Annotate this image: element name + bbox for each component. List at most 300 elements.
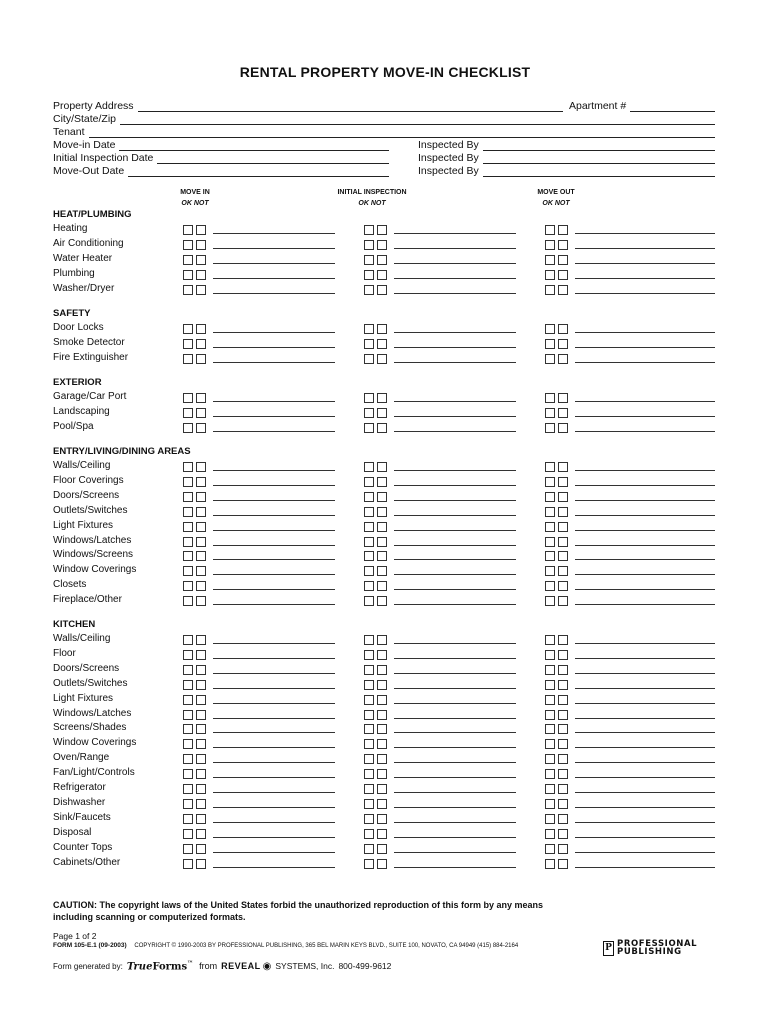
move-out-not-checkbox[interactable] bbox=[558, 739, 568, 749]
move-in-comment-line[interactable] bbox=[213, 278, 335, 279]
initial-inspection-not-checkbox[interactable] bbox=[377, 423, 387, 433]
move-in-comment-line[interactable] bbox=[213, 431, 335, 432]
initial-inspection-ok-checkbox[interactable] bbox=[364, 240, 374, 250]
move-in-not-checkbox[interactable] bbox=[196, 724, 206, 734]
move-in-not-checkbox[interactable] bbox=[196, 522, 206, 532]
initial-inspection-comment-line[interactable] bbox=[394, 604, 516, 605]
move-in-comment-line[interactable] bbox=[213, 401, 335, 402]
move-out-ok-checkbox[interactable] bbox=[545, 566, 555, 576]
move-in-not-checkbox[interactable] bbox=[196, 339, 206, 349]
move-in-ok-checkbox[interactable] bbox=[183, 462, 193, 472]
initial-inspection-ok-checkbox[interactable] bbox=[364, 477, 374, 487]
move-in-ok-checkbox[interactable] bbox=[183, 393, 193, 403]
move-in-not-checkbox[interactable] bbox=[196, 537, 206, 547]
move-in-comment-line[interactable] bbox=[213, 604, 335, 605]
initial-inspection-ok-checkbox[interactable] bbox=[364, 285, 374, 295]
move-out-not-checkbox[interactable] bbox=[558, 285, 568, 295]
move-out-comment-line[interactable] bbox=[575, 332, 715, 333]
initial-inspection-not-checkbox[interactable] bbox=[377, 285, 387, 295]
initial-inspection-ok-checkbox[interactable] bbox=[364, 680, 374, 690]
move-out-not-checkbox[interactable] bbox=[558, 507, 568, 517]
move-out-not-checkbox[interactable] bbox=[558, 784, 568, 794]
inspected-by-3-line[interactable] bbox=[483, 167, 715, 177]
move-in-not-checkbox[interactable] bbox=[196, 754, 206, 764]
initial-inspection-not-checkbox[interactable] bbox=[377, 408, 387, 418]
move-out-comment-line[interactable] bbox=[575, 416, 715, 417]
move-out-ok-checkbox[interactable] bbox=[545, 507, 555, 517]
initial-inspection-not-checkbox[interactable] bbox=[377, 492, 387, 502]
initial-inspection-ok-checkbox[interactable] bbox=[364, 844, 374, 854]
move-out-not-checkbox[interactable] bbox=[558, 225, 568, 235]
initial-inspection-ok-checkbox[interactable] bbox=[364, 551, 374, 561]
initial-inspection-not-checkbox[interactable] bbox=[377, 339, 387, 349]
move-out-not-checkbox[interactable] bbox=[558, 522, 568, 532]
initial-inspection-not-checkbox[interactable] bbox=[377, 522, 387, 532]
move-out-not-checkbox[interactable] bbox=[558, 492, 568, 502]
move-out-not-checkbox[interactable] bbox=[558, 665, 568, 675]
move-out-comment-line[interactable] bbox=[575, 515, 715, 516]
move-in-comment-line[interactable] bbox=[213, 470, 335, 471]
initial-inspection-ok-checkbox[interactable] bbox=[364, 754, 374, 764]
move-out-ok-checkbox[interactable] bbox=[545, 225, 555, 235]
move-out-comment-line[interactable] bbox=[575, 777, 715, 778]
initial-inspection-not-checkbox[interactable] bbox=[377, 566, 387, 576]
move-out-ok-checkbox[interactable] bbox=[545, 635, 555, 645]
tenant-line[interactable] bbox=[89, 128, 715, 138]
move-out-not-checkbox[interactable] bbox=[558, 844, 568, 854]
initial-inspection-not-checkbox[interactable] bbox=[377, 270, 387, 280]
initial-inspection-not-checkbox[interactable] bbox=[377, 462, 387, 472]
move-in-comment-line[interactable] bbox=[213, 515, 335, 516]
initial-inspection-comment-line[interactable] bbox=[394, 688, 516, 689]
inspected-by-1-line[interactable] bbox=[483, 141, 715, 151]
move-out-not-checkbox[interactable] bbox=[558, 799, 568, 809]
initial-inspection-not-checkbox[interactable] bbox=[377, 739, 387, 749]
initial-inspection-not-checkbox[interactable] bbox=[377, 537, 387, 547]
move-out-comment-line[interactable] bbox=[575, 688, 715, 689]
initial-inspection-ok-checkbox[interactable] bbox=[364, 695, 374, 705]
initial-inspection-date-field[interactable] bbox=[53, 152, 389, 164]
initial-inspection-not-checkbox[interactable] bbox=[377, 255, 387, 265]
initial-inspection-comment-line[interactable] bbox=[394, 852, 516, 853]
move-in-ok-checkbox[interactable] bbox=[183, 799, 193, 809]
move-out-comment-line[interactable] bbox=[575, 604, 715, 605]
move-out-ok-checkbox[interactable] bbox=[545, 393, 555, 403]
initial-inspection-not-checkbox[interactable] bbox=[377, 829, 387, 839]
inspected-by-1-field[interactable] bbox=[418, 139, 715, 151]
move-in-comment-line[interactable] bbox=[213, 559, 335, 560]
initial-inspection-not-checkbox[interactable] bbox=[377, 724, 387, 734]
move-out-not-checkbox[interactable] bbox=[558, 710, 568, 720]
move-in-ok-checkbox[interactable] bbox=[183, 754, 193, 764]
move-out-not-checkbox[interactable] bbox=[558, 240, 568, 250]
initial-inspection-ok-checkbox[interactable] bbox=[364, 423, 374, 433]
initial-inspection-comment-line[interactable] bbox=[394, 515, 516, 516]
move-out-ok-checkbox[interactable] bbox=[545, 522, 555, 532]
move-in-comment-line[interactable] bbox=[213, 233, 335, 234]
initial-inspection-ok-checkbox[interactable] bbox=[364, 829, 374, 839]
inspected-by-2-line[interactable] bbox=[483, 154, 715, 164]
move-in-ok-checkbox[interactable] bbox=[183, 680, 193, 690]
initial-inspection-comment-line[interactable] bbox=[394, 485, 516, 486]
initial-inspection-ok-checkbox[interactable] bbox=[364, 650, 374, 660]
move-out-ok-checkbox[interactable] bbox=[545, 739, 555, 749]
move-in-not-checkbox[interactable] bbox=[196, 462, 206, 472]
move-in-comment-line[interactable] bbox=[213, 589, 335, 590]
initial-inspection-not-checkbox[interactable] bbox=[377, 393, 387, 403]
move-in-not-checkbox[interactable] bbox=[196, 799, 206, 809]
initial-inspection-comment-line[interactable] bbox=[394, 233, 516, 234]
initial-inspection-comment-line[interactable] bbox=[394, 278, 516, 279]
move-out-comment-line[interactable] bbox=[575, 278, 715, 279]
move-in-ok-checkbox[interactable] bbox=[183, 423, 193, 433]
move-out-ok-checkbox[interactable] bbox=[545, 859, 555, 869]
move-out-ok-checkbox[interactable] bbox=[545, 408, 555, 418]
initial-inspection-not-checkbox[interactable] bbox=[377, 551, 387, 561]
move-in-comment-line[interactable] bbox=[213, 347, 335, 348]
initial-inspection-comment-line[interactable] bbox=[394, 530, 516, 531]
move-out-not-checkbox[interactable] bbox=[558, 724, 568, 734]
move-out-not-checkbox[interactable] bbox=[558, 423, 568, 433]
initial-inspection-comment-line[interactable] bbox=[394, 293, 516, 294]
move-in-comment-line[interactable] bbox=[213, 530, 335, 531]
move-out-comment-line[interactable] bbox=[575, 500, 715, 501]
initial-inspection-comment-line[interactable] bbox=[394, 703, 516, 704]
initial-inspection-not-checkbox[interactable] bbox=[377, 324, 387, 334]
initial-inspection-ok-checkbox[interactable] bbox=[364, 507, 374, 517]
move-in-not-checkbox[interactable] bbox=[196, 393, 206, 403]
move-in-not-checkbox[interactable] bbox=[196, 710, 206, 720]
initial-inspection-ok-checkbox[interactable] bbox=[364, 324, 374, 334]
apartment-field[interactable] bbox=[569, 100, 715, 112]
initial-inspection-not-checkbox[interactable] bbox=[377, 814, 387, 824]
move-in-not-checkbox[interactable] bbox=[196, 270, 206, 280]
move-in-ok-checkbox[interactable] bbox=[183, 408, 193, 418]
initial-inspection-comment-line[interactable] bbox=[394, 718, 516, 719]
initial-inspection-comment-line[interactable] bbox=[394, 362, 516, 363]
move-out-ok-checkbox[interactable] bbox=[545, 844, 555, 854]
move-out-not-checkbox[interactable] bbox=[558, 769, 568, 779]
move-out-not-checkbox[interactable] bbox=[558, 551, 568, 561]
move-out-ok-checkbox[interactable] bbox=[545, 799, 555, 809]
move-out-comment-line[interactable] bbox=[575, 248, 715, 249]
move-in-comment-line[interactable] bbox=[213, 762, 335, 763]
move-in-date-line[interactable] bbox=[119, 141, 389, 151]
move-in-ok-checkbox[interactable] bbox=[183, 492, 193, 502]
initial-inspection-ok-checkbox[interactable] bbox=[364, 522, 374, 532]
move-in-comment-line[interactable] bbox=[213, 263, 335, 264]
move-out-not-checkbox[interactable] bbox=[558, 537, 568, 547]
move-in-not-checkbox[interactable] bbox=[196, 859, 206, 869]
move-in-not-checkbox[interactable] bbox=[196, 695, 206, 705]
move-in-comment-line[interactable] bbox=[213, 732, 335, 733]
move-out-ok-checkbox[interactable] bbox=[545, 255, 555, 265]
move-out-date-field[interactable] bbox=[53, 165, 389, 177]
initial-inspection-comment-line[interactable] bbox=[394, 658, 516, 659]
move-out-comment-line[interactable] bbox=[575, 362, 715, 363]
move-out-comment-line[interactable] bbox=[575, 485, 715, 486]
move-in-ok-checkbox[interactable] bbox=[183, 844, 193, 854]
initial-inspection-not-checkbox[interactable] bbox=[377, 507, 387, 517]
move-in-comment-line[interactable] bbox=[213, 688, 335, 689]
initial-inspection-ok-checkbox[interactable] bbox=[364, 814, 374, 824]
move-in-comment-line[interactable] bbox=[213, 852, 335, 853]
move-out-comment-line[interactable] bbox=[575, 762, 715, 763]
move-out-ok-checkbox[interactable] bbox=[545, 492, 555, 502]
initial-inspection-ok-checkbox[interactable] bbox=[364, 724, 374, 734]
move-in-comment-line[interactable] bbox=[213, 747, 335, 748]
inspected-by-2-field[interactable] bbox=[418, 152, 715, 164]
move-in-ok-checkbox[interactable] bbox=[183, 240, 193, 250]
move-in-not-checkbox[interactable] bbox=[196, 784, 206, 794]
move-out-ok-checkbox[interactable] bbox=[545, 665, 555, 675]
move-in-comment-line[interactable] bbox=[213, 867, 335, 868]
move-in-not-checkbox[interactable] bbox=[196, 240, 206, 250]
city-state-zip-field[interactable] bbox=[53, 113, 715, 125]
move-out-ok-checkbox[interactable] bbox=[545, 695, 555, 705]
initial-inspection-comment-line[interactable] bbox=[394, 792, 516, 793]
move-in-ok-checkbox[interactable] bbox=[183, 522, 193, 532]
move-out-comment-line[interactable] bbox=[575, 574, 715, 575]
move-out-comment-line[interactable] bbox=[575, 643, 715, 644]
initial-inspection-comment-line[interactable] bbox=[394, 673, 516, 674]
move-in-not-checkbox[interactable] bbox=[196, 566, 206, 576]
initial-inspection-comment-line[interactable] bbox=[394, 470, 516, 471]
move-out-ok-checkbox[interactable] bbox=[545, 814, 555, 824]
initial-inspection-not-checkbox[interactable] bbox=[377, 680, 387, 690]
move-in-not-checkbox[interactable] bbox=[196, 423, 206, 433]
move-in-ok-checkbox[interactable] bbox=[183, 665, 193, 675]
initial-inspection-comment-line[interactable] bbox=[394, 545, 516, 546]
initial-inspection-not-checkbox[interactable] bbox=[377, 596, 387, 606]
move-in-ok-checkbox[interactable] bbox=[183, 596, 193, 606]
initial-inspection-not-checkbox[interactable] bbox=[377, 769, 387, 779]
initial-inspection-comment-line[interactable] bbox=[394, 732, 516, 733]
move-in-comment-line[interactable] bbox=[213, 792, 335, 793]
move-out-not-checkbox[interactable] bbox=[558, 255, 568, 265]
move-in-ok-checkbox[interactable] bbox=[183, 650, 193, 660]
move-in-comment-line[interactable] bbox=[213, 485, 335, 486]
initial-inspection-ok-checkbox[interactable] bbox=[364, 859, 374, 869]
move-out-ok-checkbox[interactable] bbox=[545, 462, 555, 472]
move-out-date-line[interactable] bbox=[128, 167, 389, 177]
move-out-ok-checkbox[interactable] bbox=[545, 551, 555, 561]
move-in-ok-checkbox[interactable] bbox=[183, 814, 193, 824]
initial-inspection-ok-checkbox[interactable] bbox=[364, 739, 374, 749]
initial-inspection-not-checkbox[interactable] bbox=[377, 225, 387, 235]
move-in-comment-line[interactable] bbox=[213, 643, 335, 644]
move-in-not-checkbox[interactable] bbox=[196, 680, 206, 690]
initial-inspection-comment-line[interactable] bbox=[394, 837, 516, 838]
move-in-ok-checkbox[interactable] bbox=[183, 710, 193, 720]
move-out-comment-line[interactable] bbox=[575, 263, 715, 264]
move-out-comment-line[interactable] bbox=[575, 747, 715, 748]
move-in-comment-line[interactable] bbox=[213, 673, 335, 674]
initial-inspection-not-checkbox[interactable] bbox=[377, 635, 387, 645]
initial-inspection-comment-line[interactable] bbox=[394, 263, 516, 264]
move-in-ok-checkbox[interactable] bbox=[183, 324, 193, 334]
move-in-ok-checkbox[interactable] bbox=[183, 225, 193, 235]
move-out-ok-checkbox[interactable] bbox=[545, 324, 555, 334]
initial-inspection-comment-line[interactable] bbox=[394, 762, 516, 763]
move-out-not-checkbox[interactable] bbox=[558, 566, 568, 576]
move-out-ok-checkbox[interactable] bbox=[545, 784, 555, 794]
initial-inspection-ok-checkbox[interactable] bbox=[364, 635, 374, 645]
move-out-ok-checkbox[interactable] bbox=[545, 285, 555, 295]
initial-inspection-comment-line[interactable] bbox=[394, 747, 516, 748]
move-in-comment-line[interactable] bbox=[213, 332, 335, 333]
initial-inspection-ok-checkbox[interactable] bbox=[364, 270, 374, 280]
move-in-ok-checkbox[interactable] bbox=[183, 635, 193, 645]
move-out-ok-checkbox[interactable] bbox=[545, 339, 555, 349]
move-out-not-checkbox[interactable] bbox=[558, 408, 568, 418]
move-out-comment-line[interactable] bbox=[575, 852, 715, 853]
move-out-comment-line[interactable] bbox=[575, 837, 715, 838]
move-out-not-checkbox[interactable] bbox=[558, 859, 568, 869]
move-in-not-checkbox[interactable] bbox=[196, 255, 206, 265]
move-in-ok-checkbox[interactable] bbox=[183, 255, 193, 265]
initial-inspection-ok-checkbox[interactable] bbox=[364, 462, 374, 472]
initial-inspection-ok-checkbox[interactable] bbox=[364, 769, 374, 779]
initial-inspection-ok-checkbox[interactable] bbox=[364, 339, 374, 349]
initial-inspection-comment-line[interactable] bbox=[394, 248, 516, 249]
initial-inspection-ok-checkbox[interactable] bbox=[364, 784, 374, 794]
initial-inspection-comment-line[interactable] bbox=[394, 500, 516, 501]
move-out-ok-checkbox[interactable] bbox=[545, 724, 555, 734]
move-out-ok-checkbox[interactable] bbox=[545, 680, 555, 690]
move-in-not-checkbox[interactable] bbox=[196, 844, 206, 854]
initial-inspection-not-checkbox[interactable] bbox=[377, 650, 387, 660]
move-in-ok-checkbox[interactable] bbox=[183, 769, 193, 779]
move-in-ok-checkbox[interactable] bbox=[183, 551, 193, 561]
move-in-not-checkbox[interactable] bbox=[196, 635, 206, 645]
move-out-ok-checkbox[interactable] bbox=[545, 240, 555, 250]
move-out-comment-line[interactable] bbox=[575, 233, 715, 234]
initial-inspection-not-checkbox[interactable] bbox=[377, 581, 387, 591]
move-out-not-checkbox[interactable] bbox=[558, 650, 568, 660]
move-in-ok-checkbox[interactable] bbox=[183, 354, 193, 364]
move-out-comment-line[interactable] bbox=[575, 658, 715, 659]
move-in-comment-line[interactable] bbox=[213, 500, 335, 501]
initial-inspection-not-checkbox[interactable] bbox=[377, 844, 387, 854]
initial-inspection-not-checkbox[interactable] bbox=[377, 240, 387, 250]
initial-inspection-not-checkbox[interactable] bbox=[377, 710, 387, 720]
move-in-ok-checkbox[interactable] bbox=[183, 784, 193, 794]
move-in-not-checkbox[interactable] bbox=[196, 739, 206, 749]
move-in-not-checkbox[interactable] bbox=[196, 829, 206, 839]
move-in-not-checkbox[interactable] bbox=[196, 769, 206, 779]
move-out-ok-checkbox[interactable] bbox=[545, 354, 555, 364]
move-out-not-checkbox[interactable] bbox=[558, 462, 568, 472]
move-out-not-checkbox[interactable] bbox=[558, 829, 568, 839]
move-in-ok-checkbox[interactable] bbox=[183, 581, 193, 591]
move-out-comment-line[interactable] bbox=[575, 732, 715, 733]
initial-inspection-comment-line[interactable] bbox=[394, 807, 516, 808]
initial-inspection-ok-checkbox[interactable] bbox=[364, 225, 374, 235]
move-out-not-checkbox[interactable] bbox=[558, 814, 568, 824]
initial-inspection-not-checkbox[interactable] bbox=[377, 477, 387, 487]
move-in-ok-checkbox[interactable] bbox=[183, 724, 193, 734]
move-out-comment-line[interactable] bbox=[575, 293, 715, 294]
apartment-line[interactable] bbox=[630, 102, 715, 112]
move-out-not-checkbox[interactable] bbox=[558, 270, 568, 280]
property-address-line[interactable] bbox=[138, 102, 563, 112]
move-in-ok-checkbox[interactable] bbox=[183, 695, 193, 705]
initial-inspection-not-checkbox[interactable] bbox=[377, 859, 387, 869]
move-in-not-checkbox[interactable] bbox=[196, 551, 206, 561]
move-out-not-checkbox[interactable] bbox=[558, 477, 568, 487]
move-out-comment-line[interactable] bbox=[575, 545, 715, 546]
move-out-comment-line[interactable] bbox=[575, 703, 715, 704]
initial-inspection-not-checkbox[interactable] bbox=[377, 695, 387, 705]
move-out-ok-checkbox[interactable] bbox=[545, 754, 555, 764]
move-in-ok-checkbox[interactable] bbox=[183, 339, 193, 349]
initial-inspection-comment-line[interactable] bbox=[394, 589, 516, 590]
move-out-ok-checkbox[interactable] bbox=[545, 650, 555, 660]
move-out-not-checkbox[interactable] bbox=[558, 354, 568, 364]
move-in-ok-checkbox[interactable] bbox=[183, 507, 193, 517]
move-in-comment-line[interactable] bbox=[213, 658, 335, 659]
move-in-not-checkbox[interactable] bbox=[196, 507, 206, 517]
move-out-ok-checkbox[interactable] bbox=[545, 477, 555, 487]
move-in-ok-checkbox[interactable] bbox=[183, 270, 193, 280]
move-in-not-checkbox[interactable] bbox=[196, 596, 206, 606]
move-in-not-checkbox[interactable] bbox=[196, 408, 206, 418]
move-out-comment-line[interactable] bbox=[575, 589, 715, 590]
move-in-not-checkbox[interactable] bbox=[196, 477, 206, 487]
initial-inspection-comment-line[interactable] bbox=[394, 332, 516, 333]
move-out-ok-checkbox[interactable] bbox=[545, 596, 555, 606]
move-in-ok-checkbox[interactable] bbox=[183, 285, 193, 295]
move-in-comment-line[interactable] bbox=[213, 777, 335, 778]
move-in-not-checkbox[interactable] bbox=[196, 650, 206, 660]
move-in-not-checkbox[interactable] bbox=[196, 814, 206, 824]
initial-inspection-ok-checkbox[interactable] bbox=[364, 408, 374, 418]
move-out-comment-line[interactable] bbox=[575, 792, 715, 793]
move-out-comment-line[interactable] bbox=[575, 470, 715, 471]
move-in-comment-line[interactable] bbox=[213, 416, 335, 417]
initial-inspection-comment-line[interactable] bbox=[394, 431, 516, 432]
move-in-comment-line[interactable] bbox=[213, 293, 335, 294]
move-in-comment-line[interactable] bbox=[213, 574, 335, 575]
move-out-comment-line[interactable] bbox=[575, 347, 715, 348]
inspected-by-3-field[interactable] bbox=[418, 165, 715, 177]
move-in-ok-checkbox[interactable] bbox=[183, 829, 193, 839]
move-out-comment-line[interactable] bbox=[575, 530, 715, 531]
move-in-not-checkbox[interactable] bbox=[196, 324, 206, 334]
initial-inspection-comment-line[interactable] bbox=[394, 867, 516, 868]
initial-inspection-ok-checkbox[interactable] bbox=[364, 566, 374, 576]
move-in-not-checkbox[interactable] bbox=[196, 665, 206, 675]
move-out-not-checkbox[interactable] bbox=[558, 324, 568, 334]
initial-inspection-ok-checkbox[interactable] bbox=[364, 665, 374, 675]
initial-inspection-comment-line[interactable] bbox=[394, 416, 516, 417]
move-out-comment-line[interactable] bbox=[575, 867, 715, 868]
move-out-not-checkbox[interactable] bbox=[558, 680, 568, 690]
move-out-ok-checkbox[interactable] bbox=[545, 423, 555, 433]
move-out-not-checkbox[interactable] bbox=[558, 695, 568, 705]
initial-inspection-ok-checkbox[interactable] bbox=[364, 581, 374, 591]
move-in-comment-line[interactable] bbox=[213, 837, 335, 838]
move-out-not-checkbox[interactable] bbox=[558, 635, 568, 645]
initial-inspection-ok-checkbox[interactable] bbox=[364, 393, 374, 403]
move-in-ok-checkbox[interactable] bbox=[183, 477, 193, 487]
move-in-comment-line[interactable] bbox=[213, 545, 335, 546]
tenant-field[interactable] bbox=[53, 126, 715, 138]
move-out-not-checkbox[interactable] bbox=[558, 339, 568, 349]
initial-inspection-not-checkbox[interactable] bbox=[377, 784, 387, 794]
initial-inspection-ok-checkbox[interactable] bbox=[364, 799, 374, 809]
